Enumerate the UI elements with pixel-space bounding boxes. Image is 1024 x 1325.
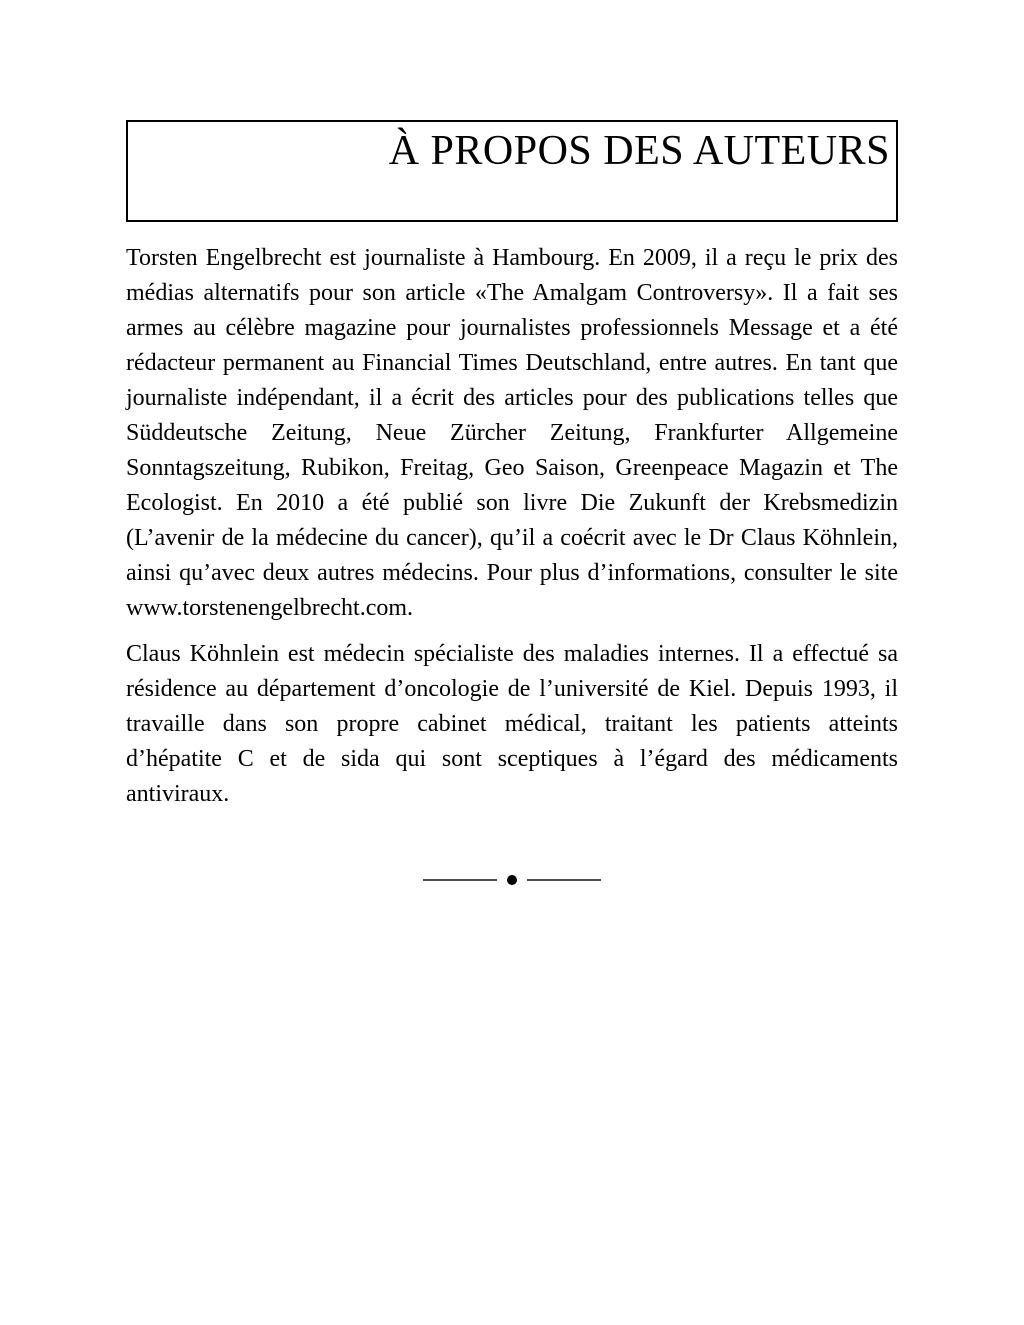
document-page	[0, 120, 1024, 1325]
divider-line-left	[423, 879, 497, 881]
title-box	[126, 120, 898, 222]
divider-dot-icon	[507, 875, 517, 885]
section-divider	[126, 875, 898, 885]
page-content	[126, 120, 898, 885]
page-title: À PROPOS DES AUTEURS	[388, 128, 890, 174]
divider-line-right	[527, 879, 601, 881]
paragraph-author-engelbrecht: Torsten Engelbrecht est journaliste à Hambourg. En 2009, il a reçu le prix des médias alternatifs pour son article «The Amalgam Controversy». Il a fait ses armes au célèbre magazine pour journalistes professionnels Message et a été rédacteur permanent au Financial Times Deutschland, entre autres. En tant que journaliste indépendant, il a écrit des articles pour des publications telles que Süddeutsche Zeitung, Neue Zürcher Zeitung, Frankfurter Allgemeine Sonntagszeitung, Rubikon, Freitag, Geo Saison, Greenpeace Magazin et The Ecologist. En 2010 a été publié son livre Die Zukunft der Krebsmedizin (L’avenir de la médecine du cancer), qu’il a coécrit avec le Dr Claus Köhnlein, ainsi qu’avec deux autres médecins. Pour plus d’informations, consulter le site www.torstenengelbrecht.com.	[126, 245, 898, 621]
paragraph-author-kohnlein: Claus Köhnlein est médecin spécialiste des maladies internes. Il a effectué sa résidence au département d’oncologie de l’université de Kiel. Depuis 1993, il travaille dans son propre cabinet médical, traitant les patients atteints d’hépatite C et de sida qui sont sceptiques à l’égard des médicaments antiviraux.	[126, 641, 898, 807]
